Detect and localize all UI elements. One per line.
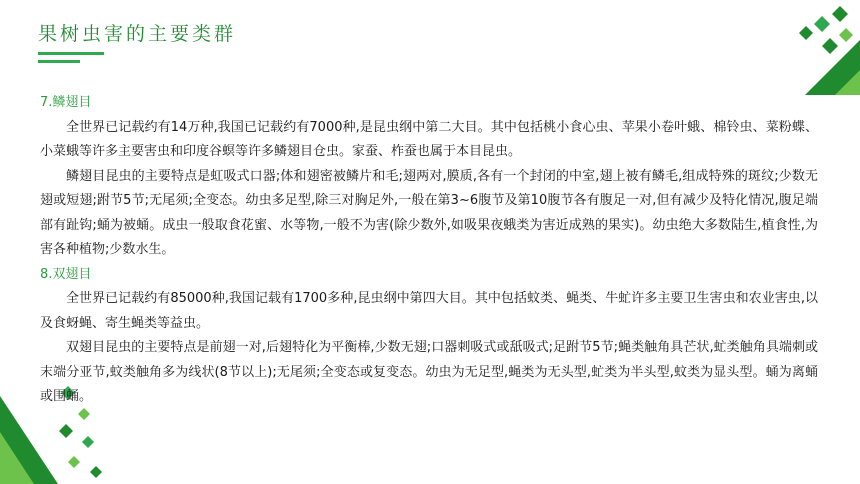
title-underline-long: [38, 52, 104, 55]
paragraph: 鳞翅目昆虫的主要特点是虹吸式口器;体和翅密被鳞片和毛;翅两对,膜质,各有一个封闭的中室,翅上被有鳞毛,组成特殊的斑纹;少数无翅或短翅;跗节5节;无尾须;全变态。幼虫多足型,除三对胸足外,一般在第3~6腹节及第10腹节各有腹足一对,但有减少及特化情况,腹足端部有趾钩;蛹为被蛹。成虫一般取食花蜜、水等物,一般不为害(除少数外,如吸果夜蛾类为害近成熟的果实)。幼虫绝大多数陆生,植食性,为害各种植物;少数水生。: [40, 168, 818, 257]
paragraph: 全世界已记载约有85000种,我国记载有1700多种,昆虫纲中第四大目。其中包括蚊类、蝇类、牛虻许多主要卫生害虫和农业害虫,以及食蚜蝇、寄生蝇类等益虫。: [40, 291, 818, 331]
paragraph: 全世界已记载约有14万种,我国已记载约有7000种,是昆虫纲中第二大目。其中包括桃小食心虫、苹果小卷叶蛾、棉铃虫、菜粉蝶、小菜蛾等许多主要害虫和印度谷螟等许多鳞翅目仓虫。家蚕、柞蚕也属于本目昆虫。: [40, 119, 818, 159]
paragraph: 双翅目昆虫的主要特点是前翅一对,后翅特化为平衡棒,少数无翅;口器刺吸式或舐吸式;足跗节5节;蝇类触角具芒状,虻类触角具端刺或末端分亚节,蚊类触角多为线状(8节以上);无尾须;全变态或复变态。幼虫为无足型,蝇类为无头型,虻类为半头型,蚊类为显头型。蛹为离蛹或围蛹。: [40, 340, 818, 404]
section-heading-diptera: 8.双翅目: [40, 266, 92, 282]
main-content: [40, 91, 818, 410]
title-underline-short: [38, 60, 80, 63]
page-title: 果树虫害的主要类群: [38, 23, 237, 45]
section-heading-lepidoptera: 7.鳞翅目: [40, 95, 92, 110]
top-right-decoration: [750, 0, 860, 95]
